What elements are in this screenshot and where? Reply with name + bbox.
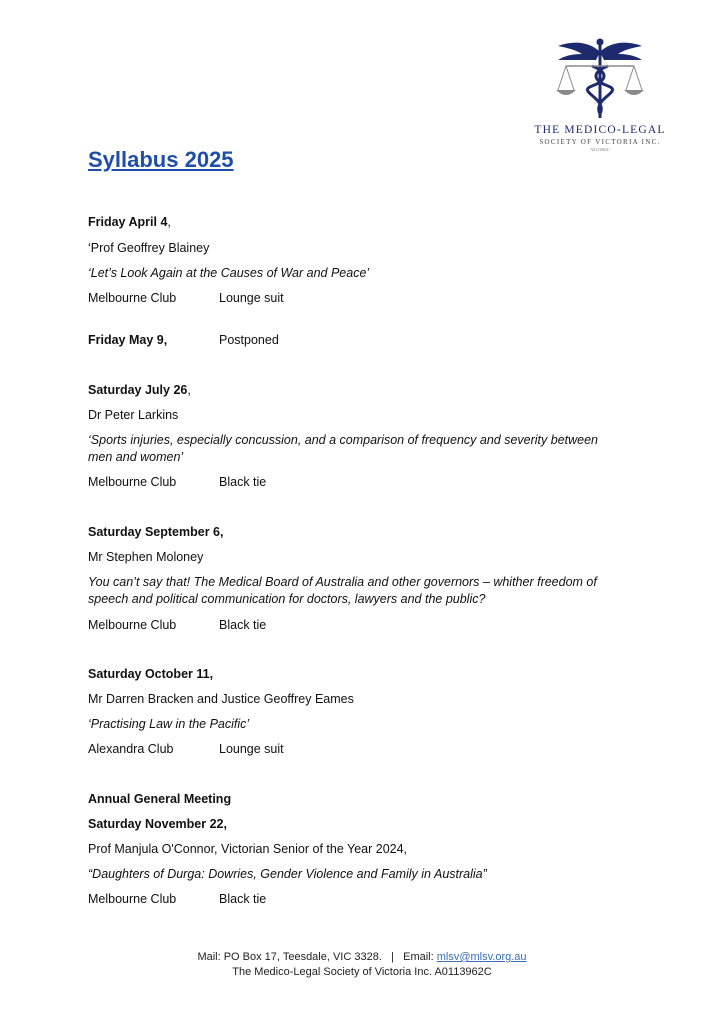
event-date [88, 381, 191, 399]
event-date [88, 213, 171, 231]
event-speaker: ‘Prof Geoffrey Blainey [88, 241, 210, 255]
logo-name-line2: SOCIETY OF VICTORIA INC. [539, 138, 661, 146]
event-date: Saturday September 6, [88, 525, 224, 539]
footer-email-link[interactable]: mlsv@mlsv.org.au [436, 951, 527, 963]
footer-mail: Mail: PO Box 17, Teesdale, VIC 3328. [197, 951, 382, 963]
event-date-suffix: , [167, 215, 171, 229]
event-date-text: Saturday July 26 [88, 383, 188, 397]
event-topic: ‘Practising Law in the Pacific’ [88, 717, 250, 731]
agm-heading: Annual General Meeting [88, 792, 232, 806]
footer-email-label: Email: [403, 951, 434, 963]
event-venue: Melbourne Club [88, 618, 177, 632]
event-venue-row [88, 289, 284, 307]
event-date: Saturday November 22, [88, 817, 227, 831]
event-speaker: Mr Stephen Moloney [88, 550, 204, 564]
event-date: Saturday October 11, [88, 667, 214, 681]
event-date-text: Friday April 4 [88, 215, 168, 229]
event-venue-row [88, 890, 267, 908]
logo-small-text: A0113962C [590, 147, 610, 152]
event-topic-line1: ‘Sports injuries, especially concussion, and a comparison of frequency and severity between [88, 433, 598, 447]
event-speaker: Mr Darren Bracken and Justice Geoffrey Eames [88, 692, 354, 706]
event-venue-row [88, 616, 267, 634]
event-dress: Black tie [219, 618, 267, 632]
event-date-suffix: , [187, 383, 191, 397]
caduceus-scales-icon [552, 36, 648, 122]
event-dress: Black tie [219, 892, 267, 906]
event-topic-line2: men and women’ [88, 450, 184, 464]
event-topic: ‘Let’s Look Again at the Causes of War and Peace’ [88, 266, 370, 280]
event-dress: Black tie [219, 475, 267, 489]
event-venue-row [88, 473, 267, 491]
event-venue: Melbourne Club [88, 291, 177, 305]
event-venue: Alexandra Club [88, 742, 174, 756]
event-status: Postponed [219, 333, 279, 347]
event-speaker: Prof Manjula O'Connor, Victorian Senior of the Year 2024, [88, 842, 408, 856]
event-status-row [88, 331, 279, 349]
event-date: Friday May 9, [88, 333, 168, 347]
event-topic-line1: You can’t say that! The Medical Board of Australia and other governors – whither freedom of [88, 575, 597, 589]
event-venue-row [88, 740, 284, 758]
event-speaker: Dr Peter Larkins [88, 408, 179, 422]
event-venue: Melbourne Club [88, 475, 177, 489]
event-dress: Lounge suit [219, 291, 284, 305]
footer-society-line: The Medico-Legal Society of Victoria Inc. A0113962C [232, 966, 492, 978]
event-venue: Melbourne Club [88, 892, 177, 906]
event-dress: Lounge suit [219, 742, 284, 756]
footer-separator: | [391, 951, 394, 963]
society-logo [530, 36, 670, 166]
event-topic-line2: speech and political communication for doctors, lawyers and the public? [88, 592, 486, 606]
page-title: Syllabus 2025 [88, 147, 234, 172]
logo-name-line1: THE MEDICO-LEGAL [534, 124, 666, 136]
event-topic: “Daughters of Durga: Dowries, Gender Violence and Family in Australia” [88, 867, 487, 881]
footer-contact [0, 951, 724, 963]
